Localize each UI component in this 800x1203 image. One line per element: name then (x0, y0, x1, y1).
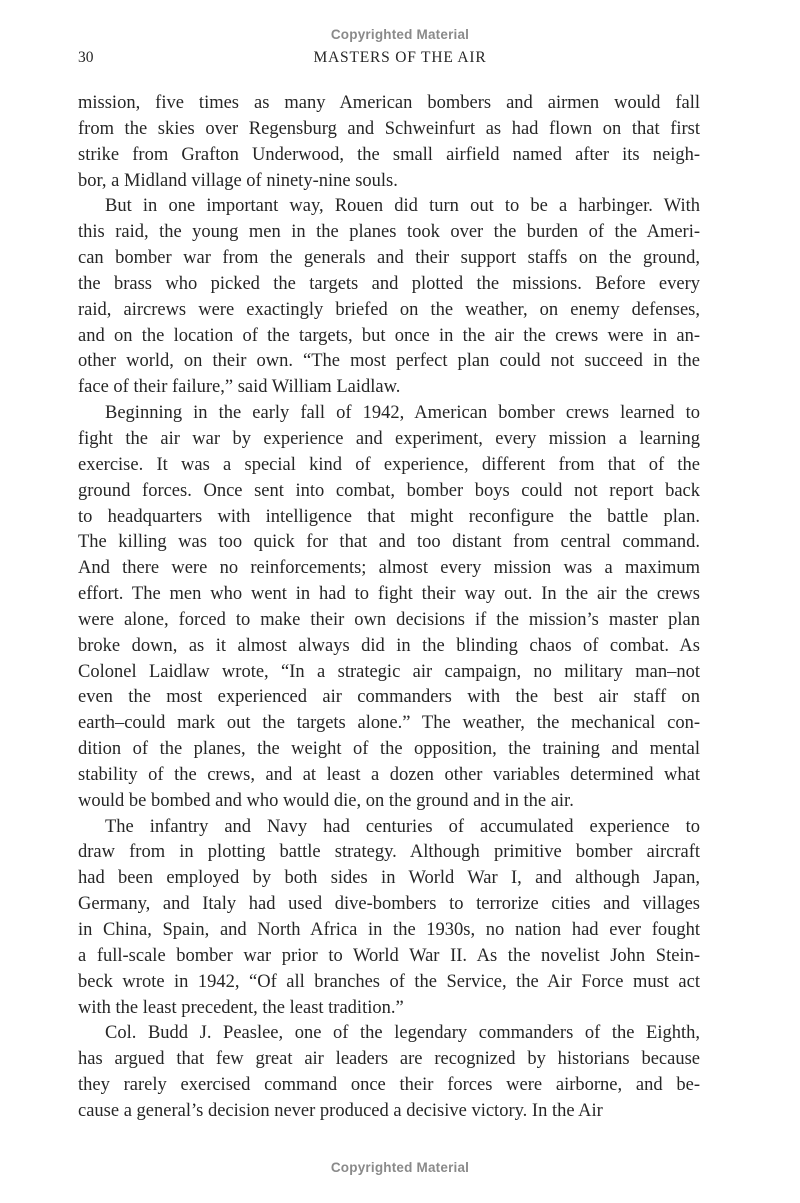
paragraph (78, 401, 700, 815)
text-line: other world, on their own. “The most perfect plan could not succeed in the (78, 351, 700, 372)
text-line: they rarely exercised command once their forces were airborne, and be- (78, 1075, 700, 1096)
paragraph (78, 815, 700, 1022)
text-line: from the skies over Regensburg and Schweinfurt as had flown on that first (78, 118, 700, 139)
text-line: bor, a Midland village of ninety-nine souls. (78, 170, 398, 191)
text-line: dition of the planes, the weight of the opposition, the training and mental (78, 739, 700, 760)
text-line: would be bombed and who would die, on the ground and in the air. (78, 790, 574, 811)
text-line: were alone, forced to make their own decisions if the mission’s master plan (78, 609, 700, 630)
text-line: this raid, the young men in the planes took over the burden of the Ameri- (78, 222, 700, 243)
text-line: The killing was too quick for that and too distant from central command. (78, 532, 700, 553)
page-header-title: MASTERS OF THE AIR (313, 49, 487, 66)
text-line: cause a general’s decision never produced a decisive victory. In the Air (78, 1100, 603, 1121)
text-line: in China, Spain, and North Africa in the 1930s, no nation had ever fought (78, 920, 700, 940)
text-line: beck wrote in 1942, “Of all branches of the Service, the Air Force must act (78, 971, 700, 992)
copyright-notice-top: Copyrighted Material (330, 27, 470, 42)
text-line: has argued that few great air leaders are recognized by historians because (78, 1049, 700, 1070)
text-line: can bomber war from the generals and their support staffs on the ground, (78, 248, 700, 269)
text-line: even the most experienced air commanders with the best air staff on (78, 687, 700, 708)
text-line: face of their failure,” said William Laidlaw. (78, 377, 401, 398)
text-line: fight the air war by experience and experiment, every mission a learning (78, 428, 700, 449)
text-line: Col. Budd J. Peaslee, one of the legendary commanders of the Eighth, (105, 1023, 700, 1044)
copyright-notice-bottom: Copyrighted Material (330, 1160, 470, 1175)
text-line: The infantry and Navy had centuries of accumulated experience to (105, 816, 700, 837)
text-line: broke down, as it almost always did in the blinding chaos of combat. As (78, 635, 700, 656)
text-line: strike from Grafton Underwood, the small airfield named after its neigh- (78, 144, 700, 165)
text-line: mission, five times as many American bombers and airmen would fall (78, 93, 700, 113)
text-line: a full-scale bomber war prior to World War II. As the novelist John Stein- (78, 945, 700, 966)
paragraph (78, 1021, 700, 1124)
text-line: and on the location of the targets, but once in the air the crews were in an- (78, 325, 700, 346)
text-line: earth–could mark out the targets alone.” The weather, the mechanical con- (78, 713, 700, 734)
text-line: And there were no reinforcements; almost every mission was a maximum (78, 558, 700, 579)
text-line: Beginning in the early fall of 1942, American bomber crews learned to (105, 403, 700, 424)
text-line: exercise. It was a special kind of experience, different from that of the (78, 454, 700, 475)
body-text (78, 91, 700, 1125)
text-line: had been employed by both sides in World War I, and although Japan, (78, 868, 700, 889)
text-line: raid, aircrews were exactingly briefed on the weather, on enemy defenses, (78, 299, 700, 320)
text-line: draw from in plotting battle strategy. Although primitive bomber aircraft (78, 842, 700, 863)
paragraph (78, 91, 700, 194)
text-line: Colonel Laidlaw wrote, “In a strategic air campaign, no military man–not (78, 661, 700, 682)
text-line: ground forces. Once sent into combat, bomber boys could not report back (78, 480, 700, 501)
text-line: stability of the crews, and at least a dozen other variables determined what (78, 764, 700, 785)
page-number: 30 (78, 49, 94, 66)
text-line: to headquarters with intelligence that might reconfigure the battle plan. (78, 506, 700, 527)
text-line: Germany, and Italy had used dive-bombers to terrorize cities and villages (78, 894, 700, 915)
paragraph (78, 194, 700, 401)
text-line: But in one important way, Rouen did turn out to be a harbinger. With (105, 196, 700, 217)
text-line: with the least precedent, the least tradition.” (78, 997, 404, 1018)
text-line: effort. The men who went in had to fight their way out. In the air the crews (78, 584, 700, 605)
text-line: the brass who picked the targets and plotted the missions. Before every (78, 273, 700, 294)
